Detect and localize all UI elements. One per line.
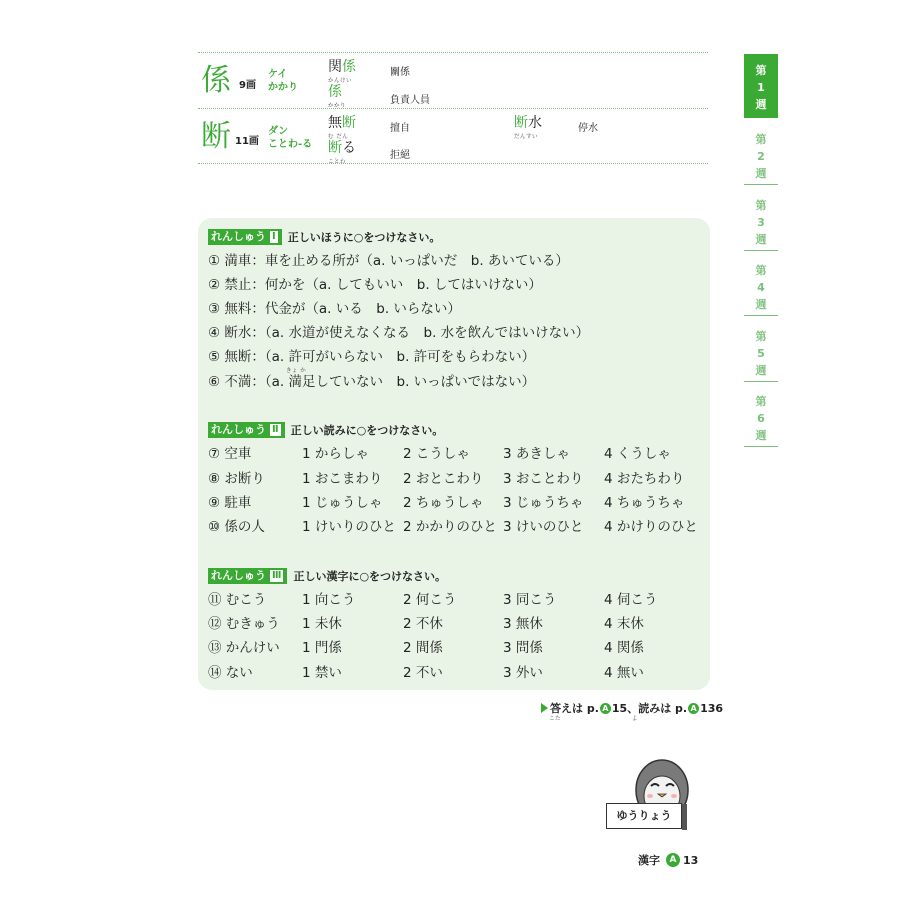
- question: ⑤ 無断：（a. 許可がいらない b. 許可をもらわない）: [208, 349, 536, 365]
- divider: [198, 52, 708, 53]
- kanji-character: 係: [201, 63, 231, 98]
- stroke-count: 9画: [239, 80, 256, 91]
- section-instruction: 正しいほうに○をつけなさい。: [287, 231, 441, 244]
- option[interactable]: 3 外い: [503, 665, 543, 681]
- mascot-sign: ゆうりょう: [606, 803, 682, 829]
- page-number: 13: [683, 853, 699, 867]
- kanji-character: 断: [201, 119, 231, 154]
- option[interactable]: 4 無い: [604, 665, 644, 681]
- question: ① 満車：車を止める所が（a. いっぱいだ b. あいている）: [208, 253, 569, 269]
- furigana: きょ か: [286, 368, 307, 374]
- section-instruction: 正しい読みに○をつけなさい。: [290, 424, 444, 437]
- option[interactable]: 2 不い: [403, 665, 443, 681]
- question: ⑨ 駐車: [208, 495, 252, 511]
- furigana: む だん: [328, 134, 349, 140]
- option[interactable]: 3 問係: [503, 640, 543, 656]
- practice-badge: れんしゅう Ⅲ: [208, 568, 287, 584]
- furigana: ことわ: [328, 159, 347, 165]
- kun-reading: かかり: [268, 82, 298, 93]
- option[interactable]: 2 間係: [403, 640, 443, 656]
- divider: [198, 163, 708, 164]
- question: ⑧ お断り: [208, 471, 265, 487]
- option[interactable]: 4 ちゅうちゃ: [604, 495, 685, 511]
- option[interactable]: 2 かかりのひと: [403, 519, 497, 535]
- furigana: こた: [549, 716, 562, 722]
- furigana: よ: [632, 716, 639, 722]
- week-tab-label: 第6週: [755, 395, 767, 442]
- option[interactable]: 1 門係: [302, 640, 342, 656]
- option[interactable]: 1 向こう: [302, 592, 356, 608]
- question: ⑥ 不満：（a. 満足していない b. いっぱいではない）: [208, 374, 536, 390]
- option[interactable]: 4 伺こう: [604, 592, 658, 608]
- volume-a-icon: A: [600, 703, 611, 714]
- question: ⑩ 係の人: [208, 519, 265, 535]
- translation: 擅自: [390, 123, 410, 134]
- question: ⑦ 空車: [208, 446, 252, 462]
- section-instruction: 正しい漢字に○をつけなさい。: [293, 570, 447, 583]
- furigana: かんけい: [328, 78, 353, 84]
- week-tab-1[interactable]: [744, 54, 778, 118]
- answer-ref-text: 答えは p.: [550, 702, 599, 715]
- option[interactable]: 4 くうしゃ: [604, 446, 671, 462]
- vocab-word: 断る: [328, 140, 356, 156]
- translation: 關係: [390, 67, 410, 78]
- question: ⑭ ない: [208, 665, 253, 681]
- volume-a-icon: A: [688, 703, 699, 714]
- option[interactable]: 1 おこまわり: [302, 471, 383, 487]
- week-tab-5[interactable]: [744, 323, 778, 382]
- kun-reading: ことわ-る: [268, 139, 313, 150]
- option[interactable]: 3 無休: [503, 616, 543, 632]
- volume-a-icon: A: [666, 853, 680, 867]
- week-tab-6[interactable]: [744, 388, 778, 447]
- option[interactable]: 1 からしゃ: [302, 446, 369, 462]
- option[interactable]: 1 未休: [302, 616, 342, 632]
- option[interactable]: 2 不休: [403, 616, 443, 632]
- section-header: [208, 422, 443, 438]
- week-tab-label: 第2週: [755, 133, 767, 180]
- answer-ref-text: 15、読みは p.: [611, 702, 688, 715]
- option[interactable]: 2 ちゅうしゃ: [403, 495, 484, 511]
- on-reading: ダン: [268, 126, 289, 137]
- option[interactable]: 2 何こう: [403, 592, 457, 608]
- section-header: [208, 229, 440, 245]
- furigana: だんすい: [514, 134, 539, 140]
- question: ⑫ むきゅう: [208, 616, 280, 632]
- question: ③ 無料：代金が（a. いる b. いらない）: [208, 301, 461, 317]
- vocab-word: 関係: [328, 59, 356, 75]
- practice-badge: れんしゅう Ⅱ: [208, 422, 285, 438]
- vocab-word: 無断: [328, 115, 356, 131]
- translation: 停水: [578, 123, 598, 134]
- arrow-right-icon: [541, 703, 548, 713]
- practice-badge: れんしゅう Ⅰ: [208, 229, 282, 245]
- option[interactable]: 1 けいりのひと: [302, 519, 396, 535]
- answer-ref-page: 136: [700, 701, 724, 715]
- footer-label: 漢字: [638, 854, 660, 867]
- vocab-word: 断水: [514, 115, 542, 131]
- option[interactable]: 1 じゅうしゃ: [302, 495, 383, 511]
- stroke-count: 11画: [235, 136, 259, 147]
- page-footer: [638, 852, 698, 868]
- week-tab-3[interactable]: [744, 192, 778, 251]
- question: ④ 断水：（a. 水道が使えなくなる b. 水を飲んではいけない）: [208, 325, 590, 341]
- option[interactable]: 3 おことわり: [503, 471, 584, 487]
- question: ⑪ むこう: [208, 592, 267, 608]
- week-tab-label: 第5週: [755, 330, 767, 377]
- option[interactable]: 3 じゅうちゃ: [503, 495, 584, 511]
- option[interactable]: 3 あきしゃ: [503, 446, 570, 462]
- option[interactable]: 1 禁い: [302, 665, 342, 681]
- option[interactable]: 2 こうしゃ: [403, 446, 470, 462]
- option[interactable]: 4 関係: [604, 640, 644, 656]
- section-header: [208, 568, 446, 584]
- on-reading: ケイ: [268, 69, 288, 80]
- furigana: かかり: [328, 103, 347, 109]
- option[interactable]: 4 かけりのひと: [604, 519, 698, 535]
- option[interactable]: 3 同こう: [503, 592, 557, 608]
- option[interactable]: 4 末休: [604, 616, 644, 632]
- translation: 拒絕: [390, 150, 410, 161]
- week-tab-4[interactable]: [744, 257, 778, 316]
- week-tab-label: 第3週: [755, 199, 767, 246]
- week-tab-label: 第1週: [755, 64, 767, 111]
- week-tab-2[interactable]: [744, 126, 778, 185]
- translation: 負責人員: [390, 95, 430, 106]
- option[interactable]: 3 けいのひと: [503, 519, 584, 535]
- option[interactable]: 4 おたちわり: [604, 471, 685, 487]
- vocab-word: 係: [328, 84, 342, 100]
- kanji-table: [198, 52, 708, 164]
- question: ② 禁止：何かを（a. してもいい b. してはいけない）: [208, 277, 542, 293]
- divider: [198, 108, 708, 109]
- question: ⑬ かんけい: [208, 640, 280, 656]
- option[interactable]: 2 おとこわり: [403, 471, 484, 487]
- week-tab-label: 第4週: [755, 264, 767, 311]
